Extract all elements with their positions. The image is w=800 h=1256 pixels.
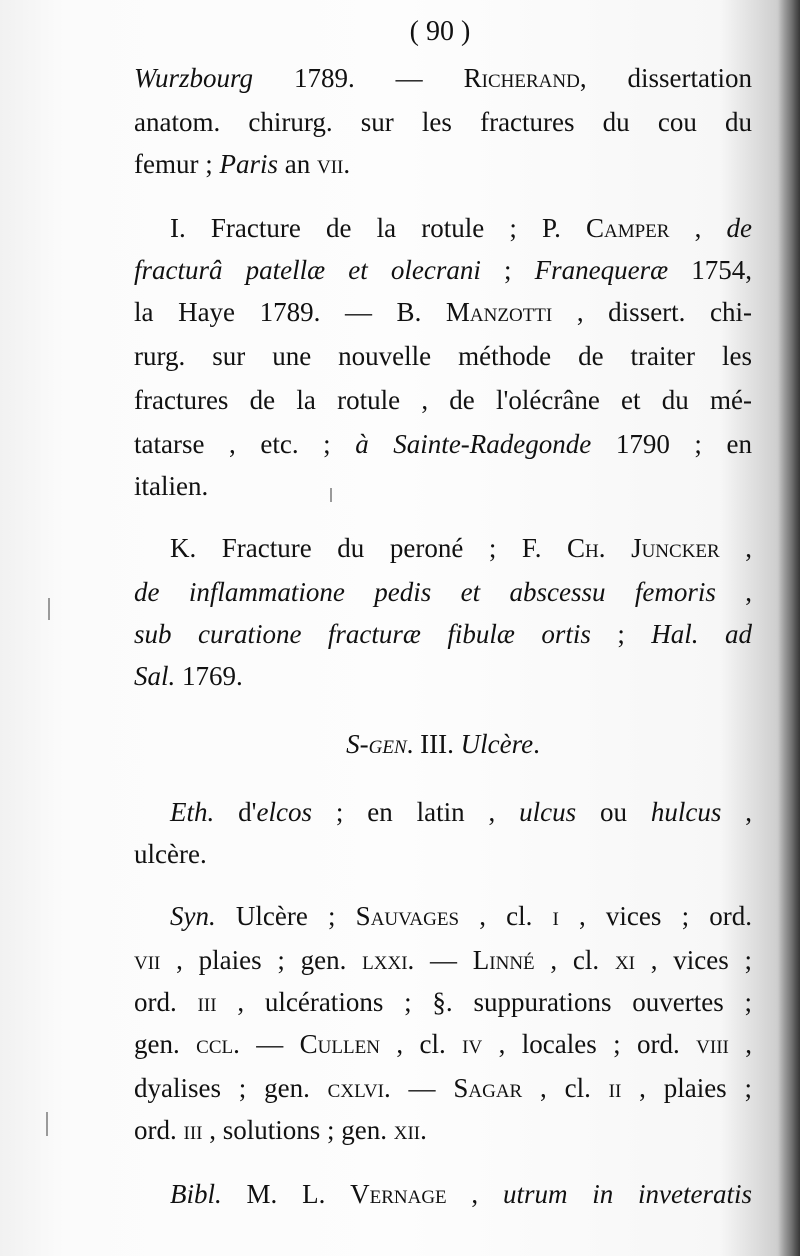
text-line-11: K. Fracture du peroné ; F. Ch. Juncker , xyxy=(170,533,752,563)
text-line-20: ord. iii , ulcérations ; §. suppurations ouvertes ; xyxy=(134,987,752,1017)
page-number: ( 90 ) xyxy=(409,16,471,47)
text-line-1: Wurzbourg 1789. — Richerand, dissertation xyxy=(134,63,753,93)
text-line-4: I. Fracture de la rotule ; P. Camper , de xyxy=(170,213,753,243)
page-header xyxy=(0,0,800,60)
text-line-13: sub curatione fracturæ fibulæ ortis ; Hal. ad xyxy=(134,619,752,649)
text-line-3: femur ; Paris an vii. xyxy=(134,149,351,179)
text-line-14: Sal. 1769. xyxy=(134,661,243,691)
text-line-7: rurg. sur une nouvelle méthode de traiter les xyxy=(134,341,752,371)
text-line-5: fracturâ patellæ et olecrani ; Franequeræ 1754, xyxy=(134,255,752,285)
text-line-24: Bibl. M. L. Vernage , utrum in inveteratis xyxy=(170,1179,752,1209)
text-line-6: la Haye 1789. — B. Manzotti , dissert. chi- xyxy=(134,297,752,327)
text-line-16: Eth. d'elcos ; en latin , ulcus ou hulcus , xyxy=(170,797,753,827)
text-line-19: vii , plaies ; gen. lxxi. — Linné , cl. xi , vices ; xyxy=(134,945,752,975)
page-crease-mark xyxy=(46,1112,48,1136)
page-edge-shadow xyxy=(778,0,800,1256)
text-line-21: gen. ccl. — Cullen , cl. iv , locales ; ord. viii , xyxy=(134,1029,753,1059)
text-line-23: ord. iii , solutions ; gen. xii. xyxy=(134,1115,427,1145)
section-heading: S-gen. III. Ulcère. xyxy=(346,729,540,759)
text-line-18: Syn. Ulcère ; Sauvages , cl. i , vices ; ord. xyxy=(170,901,752,931)
page-crease-mark xyxy=(48,598,50,620)
text-line-10: italien. xyxy=(134,471,209,501)
text-line-8: fractures de la rotule , de l'olécrâne et du mé- xyxy=(134,385,752,415)
text-line-22: dyalises ; gen. cxlvi. — Sagar , cl. ii , plaies ; xyxy=(134,1073,752,1103)
text-line-9: tatarse , etc. ; à Sainte-Radegonde 1790 ; en xyxy=(134,429,752,459)
text-line-2: anatom. chirurg. sur les fractures du cou du xyxy=(134,107,752,137)
text-line-12: de inflammatione pedis et abscessu femoris , xyxy=(134,577,752,607)
text-line-17: ulcère. xyxy=(134,839,207,869)
